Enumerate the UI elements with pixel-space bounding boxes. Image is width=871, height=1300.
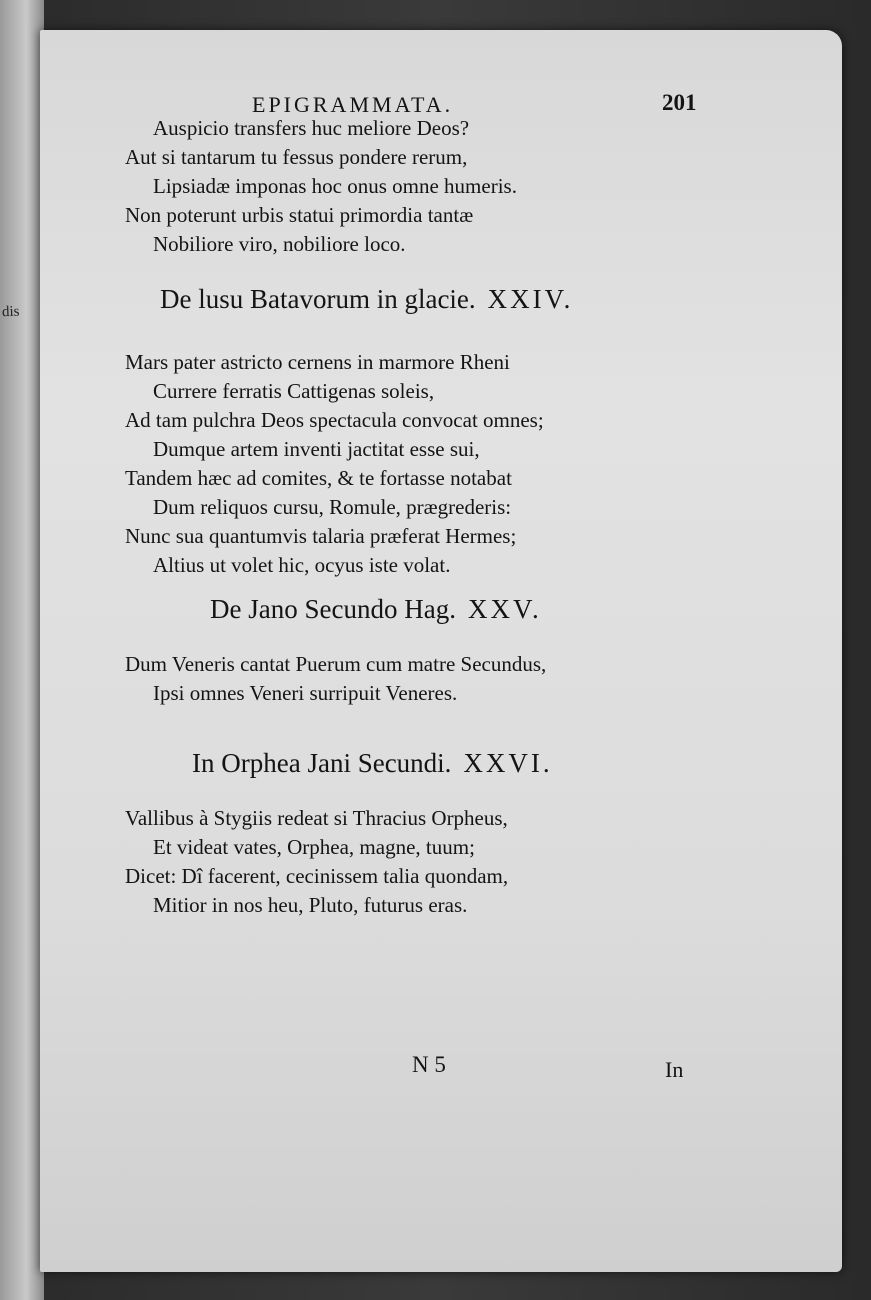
poem-verse-xxiv — [125, 348, 544, 580]
poem-verse-xxvi — [125, 804, 508, 920]
verse-line: Nobiliore viro, nobiliore loco. — [153, 232, 406, 256]
poem-number: XXV. — [467, 594, 542, 624]
verse-line: Non poterunt urbis statui primordia tantæ — [125, 203, 474, 227]
verse-line: Altius ut volet hic, ocyus iste volat. — [153, 553, 451, 577]
verse-line: Nunc sua quantumvis talaria præferat Hermes; — [125, 524, 517, 548]
facing-page-edge — [0, 0, 44, 1300]
verse-line: Currere ferratis Cattigenas soleis, — [153, 379, 435, 403]
catchword: In — [665, 1057, 684, 1082]
verse-line: Dum reliquos cursu, Romule, prægrederis: — [153, 495, 512, 519]
poem-number: XXIV. — [487, 284, 574, 314]
signature-mark: N 5 — [412, 1052, 446, 1077]
poem-heading-xxiv — [160, 284, 573, 315]
poem-title: De Jano Secundo Hag. — [210, 594, 456, 624]
verse-line: Auspicio transfers huc meliore Deos? — [153, 116, 470, 140]
running-head: EPIGRAMMATA. — [252, 92, 454, 117]
verse-line: Mitior in nos heu, Pluto, futurus eras. — [153, 893, 468, 917]
poem-heading-xxvi — [192, 748, 553, 779]
verse-line: Aut si tantarum tu fessus pondere rerum, — [125, 145, 468, 169]
continuation-verse — [125, 114, 517, 259]
verse-line: Dumque artem inventi jactitat esse sui, — [153, 437, 480, 461]
poem-title: De lusu Batavorum in glacie. — [160, 284, 476, 314]
margin-fragment: dis — [1, 303, 20, 321]
verse-line: Ad tam pulchra Deos spectacula convocat omnes; — [125, 408, 544, 432]
page-number: 201 — [662, 90, 697, 115]
verse-line: Ipsi omnes Veneri surripuit Veneres. — [153, 681, 458, 705]
poem-title: In Orphea Jani Secundi. — [192, 748, 452, 778]
verse-line: Tandem hæc ad comites, & te fortasse notabat — [125, 466, 512, 490]
poem-verse-xxv — [125, 650, 546, 708]
poem-heading-xxv — [210, 594, 542, 625]
verse-line: Mars pater astricto cernens in marmore Rheni — [125, 350, 510, 374]
verse-line: Dicet: Dî facerent, cecinissem talia quondam, — [125, 864, 509, 888]
poem-number: XXVI. — [463, 748, 553, 778]
book-page — [40, 30, 842, 1272]
verse-line: Et videat vates, Orphea, magne, tuum; — [153, 835, 475, 859]
verse-line: Lipsiadæ imponas hoc onus omne humeris. — [153, 174, 517, 198]
verse-line: Dum Veneris cantat Puerum cum matre Secundus, — [125, 652, 547, 676]
verse-line: Vallibus à Stygiis redeat si Thracius Orpheus, — [125, 806, 508, 830]
